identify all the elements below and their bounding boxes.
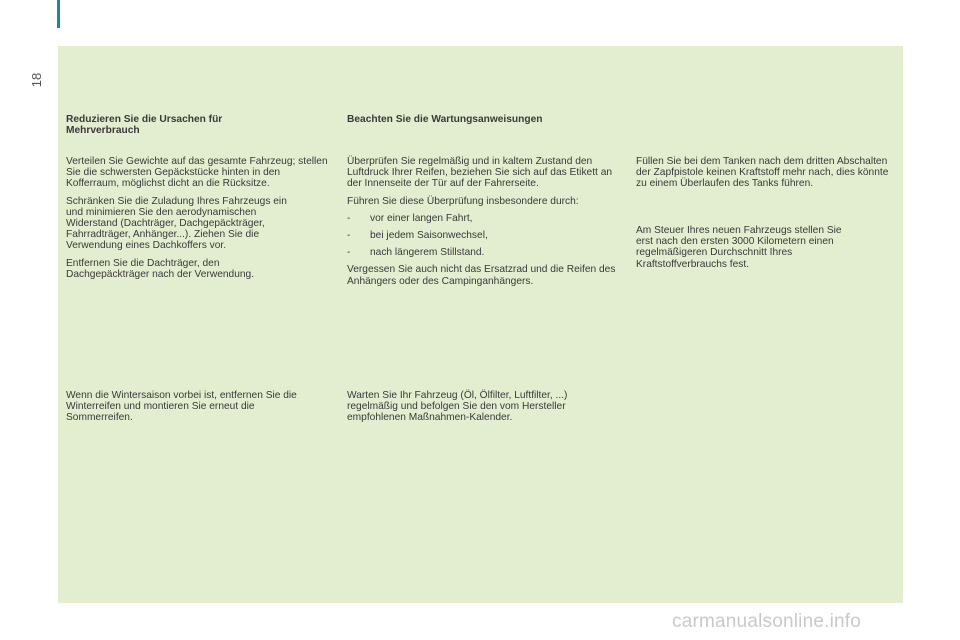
paragraph: Warten Sie Ihr Fahrzeug (Öl, Ölfilter, Luftfilter, ...) regelmäßig und befolgen Sie den vom Hersteller empfohlenen Maßnahmen-Kalender.	[347, 390, 568, 424]
paragraph: Führen Sie diese Überprüfung insbesondere durch:	[347, 195, 579, 207]
page-number: 18	[28, 72, 44, 88]
column-fuel-reduction-body	[66, 156, 330, 286]
paragraph: Entfernen Sie die Dachträger, den Dachgepäckträger nach der Verwendung.	[66, 257, 255, 280]
paragraph: Wenn die Wintersaison vorbei ist, entfernen Sie die Winterreifen und montieren Sie erneut die Sommerreifen.	[66, 390, 297, 424]
list-item	[347, 213, 617, 224]
list-dash: -	[347, 230, 351, 242]
list-item-text: vor einer langen Fahrt,	[370, 212, 473, 224]
list-dash: -	[347, 247, 351, 259]
accent-bar	[57, 0, 60, 28]
list-dash: -	[347, 212, 351, 224]
column-refuel-tips	[636, 156, 890, 196]
column-fuel-reduction	[66, 114, 330, 136]
paragraph: Vergessen Sie auch nicht das Ersatzrad und die Reifen des Anhängers oder des Campinganhängers.	[347, 264, 616, 287]
column-refuel-tips-2	[636, 225, 856, 276]
paragraph: Füllen Sie bei dem Tanken nach dem dritten Abschalten der Zapfpistole keinen Kraftstoff mehr nach, dies könnte zu einem Überlaufen des Tanks führen.	[636, 156, 889, 190]
column-maintenance-body	[347, 156, 617, 293]
section-heading-maintenance: Beachten Sie die Wartungsanweisungen	[347, 114, 543, 125]
paragraph: Schränken Sie die Zuladung Ihres Fahrzeugs ein und minimieren Sie den aerodynamischen Widerstand (Dachträger, Dachgepäckträger, Fahrradträger, Anhänger...). Ziehen Sie die Verwendung eines Dachkoffers vor.	[66, 195, 287, 252]
column-fuel-reduction-bottom	[66, 390, 316, 430]
list-item-text: bei jedem Saisonwechsel,	[370, 230, 488, 242]
list-item-text: nach längerem Stillstand.	[370, 247, 485, 259]
paragraph: Überprüfen Sie regelmäßig und in kaltem Zustand den Luftdruck Ihrer Reifen, beziehen Sie sich auf das Etikett an der Innenseite der Tür auf der Fahrerseite.	[347, 156, 613, 190]
list-item	[347, 247, 617, 258]
column-maintenance-bottom	[347, 390, 609, 430]
section-heading-fuel-reduction: Reduzieren Sie die Ursachen für Mehrverbrauch	[66, 114, 223, 137]
paragraph: Am Steuer Ihres neuen Fahrzeugs stellen Sie erst nach den ersten 3000 Kilometern einen regelmäßigeren Durchschnitt Ihres Kraftstoffverbrauchs fest.	[636, 225, 842, 270]
watermark: carmanualsonline.info	[672, 611, 862, 632]
list-item	[347, 230, 617, 241]
paragraph: Verteilen Sie Gewichte auf das gesamte Fahrzeug; stellen Sie die schwersten Gepäckstücke hinten in den Kofferraum, möglichst dicht an die Rücksitze.	[66, 156, 328, 190]
column-maintenance	[347, 114, 617, 125]
